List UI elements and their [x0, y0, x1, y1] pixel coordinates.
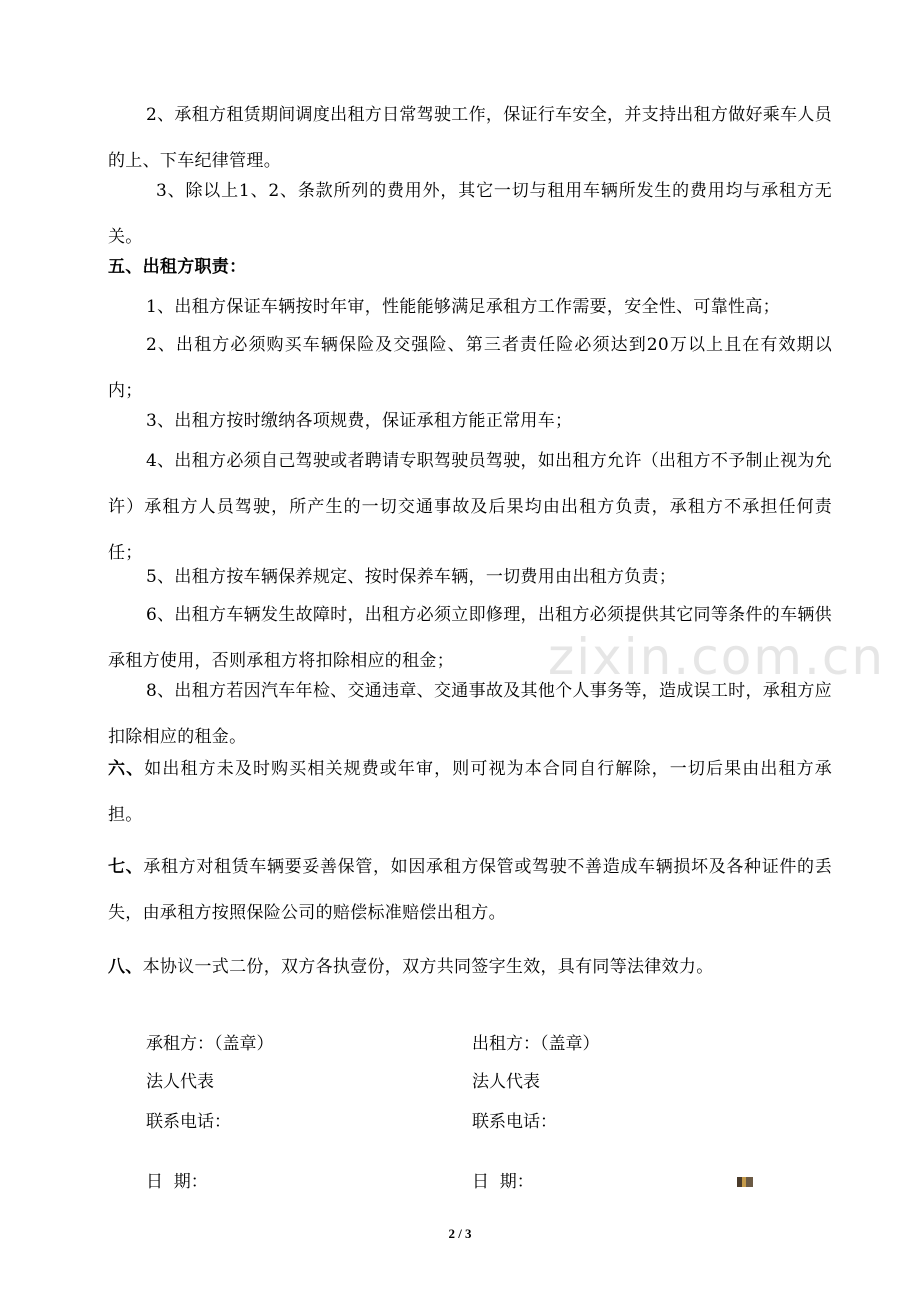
section-8-text: 本协议一式二份，双方各执壹份，双方共同签字生效，具有同等法律效力。: [142, 957, 714, 977]
lessor-duty-3: 3、出租方按时缴纳各项规费，保证承租方能正常用车；: [146, 411, 573, 431]
section-6-number: 六、: [108, 759, 145, 779]
watermark-text: zixin.com.cn: [548, 628, 886, 686]
section-5-heading: 五、出租方职责：: [108, 257, 247, 277]
clause-3-paragraph: 3、除以上1、2、条款所列的费用外，其它一切与租用车辆所发生的费用均与承租方无关。: [108, 181, 832, 247]
lessor-legal-rep-label: 法人代表: [472, 1072, 540, 1092]
section-8-number: 八、: [108, 957, 143, 977]
section-6-paragraph: [108, 746, 832, 838]
lessor-stamp-label: 出租方：（盖章）: [472, 1034, 600, 1054]
lessee-stamp-label: 承租方：（盖章）: [146, 1034, 274, 1054]
small-image-icon: [737, 1177, 753, 1187]
page-number: 2 / 3: [448, 1226, 472, 1241]
lessor-duty-8: 8、出租方若因汽车年检、交通违章、交通事故及其他个人事务等，造成误工时，承租方应扣除相应的租金。: [108, 681, 832, 747]
lessee-phone-label: 联系电话：: [146, 1112, 231, 1132]
section-7-paragraph: [108, 844, 832, 936]
section-6-text: 如出租方未及时购买相关规费或年审，则可视为本合同自行解除，一切后果由出租方承担。: [108, 759, 832, 825]
lessee-date-label: 日 期：: [146, 1172, 208, 1192]
lessor-duty-2: 2、出租方必须购买车辆保险及交强险、第三者责任险必须达到20万以上且在有效期以内；: [108, 335, 832, 401]
lessor-phone-label: 联系电话：: [472, 1112, 557, 1132]
section-8-paragraph: [108, 944, 832, 990]
clause-2-paragraph: 2、承租方租赁期间调度出租方日常驾驶工作，保证行车安全，并支持出租方做好乘车人员的上、下车纪律管理。: [108, 105, 832, 171]
lessor-duty-4: 4、出租方必须自己驾驶或者聘请专职驾驶员驾驶，如出租方允许（出租方不予制止视为允许）承租方人员驾驶，所产生的一切交通事故及后果均由出租方负责，承租方不承担任何责任；: [108, 451, 832, 563]
lessor-duty-6: 6、出租方车辆发生故障时，出租方必须立即修理，出租方必须提供其它同等条件的车辆供承租方使用，否则承租方将扣除相应的租金；: [108, 605, 832, 671]
lessor-duty-1: 1、出租方保证车辆按时年审，性能能够满足承租方工作需要，安全性、可靠性高；: [146, 297, 780, 317]
lessor-duty-5: 5、出租方按车辆保养规定、按时保养车辆，一切费用由出租方负责；: [146, 567, 677, 587]
section-7-number: 七、: [108, 857, 144, 877]
lessee-legal-rep-label: 法人代表: [146, 1072, 214, 1092]
section-7-text: 承租方对租赁车辆要妥善保管，如因承租方保管或驾驶不善造成车辆损坏及各种证件的丢失，由承租方按照保险公司的赔偿标准赔偿出租方。: [108, 857, 832, 923]
lessor-date-label: 日 期：: [472, 1172, 534, 1192]
